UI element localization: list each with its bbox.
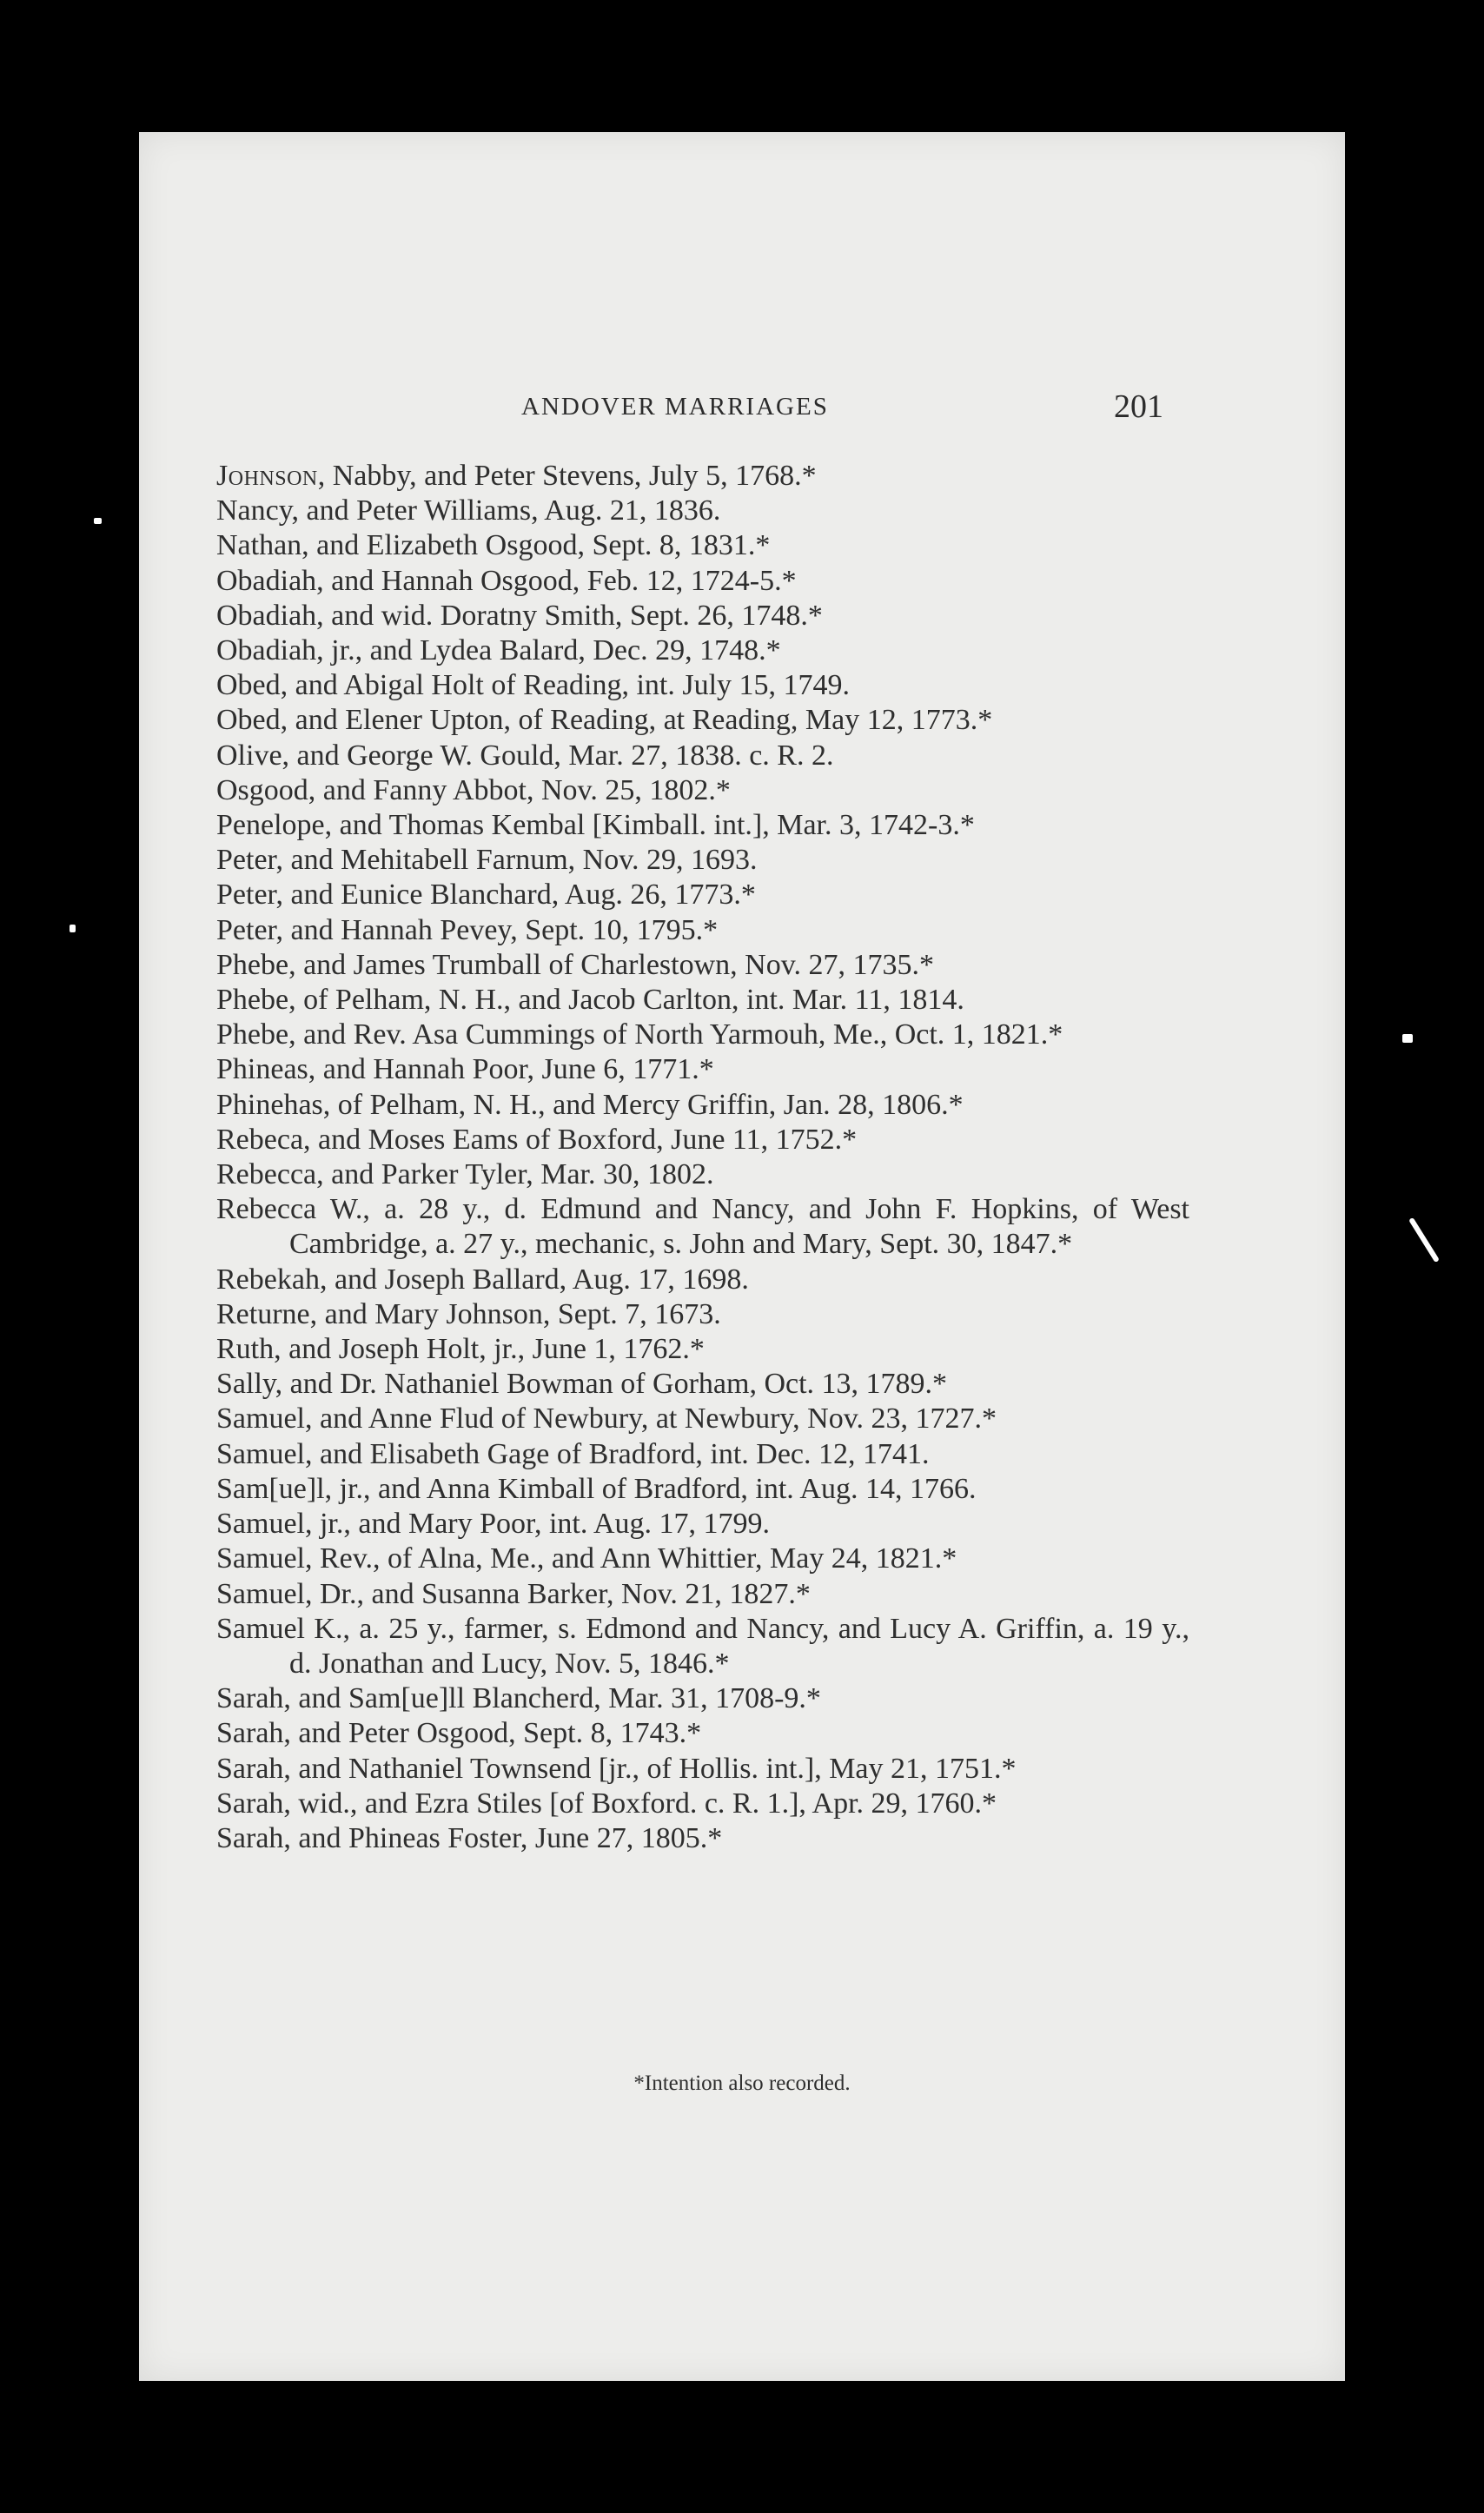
book-page — [139, 132, 1345, 2381]
marriage-entry: Sarah, and Nathaniel Townsend [jr., of Hollis. int.], May 21, 1751.* — [216, 1752, 1017, 1785]
scan-speck — [1402, 1034, 1413, 1043]
marriage-entry: Sarah, and Peter Osgood, Sept. 8, 1743.* — [216, 1717, 702, 1750]
marriage-entry: Obadiah, and Hannah Osgood, Feb. 12, 1724-5.* — [216, 564, 797, 597]
scan-speck — [1408, 1217, 1440, 1263]
marriage-entry: Sarah, wid., and Ezra Stiles [of Boxford. c. R. 1.], Apr. 29, 1760.* — [216, 1787, 997, 1820]
marriage-entry: Ruth, and Joseph Holt, jr., June 1, 1762.* — [216, 1333, 705, 1366]
scan-speck — [70, 925, 76, 932]
page-header — [139, 388, 1345, 436]
marriage-entry: Samuel, Rev., of Alna, Me., and Ann Whittier, May 24, 1821.* — [216, 1542, 957, 1575]
entry-text: , Nabby, and Peter Stevens, July 5, 1768.* — [317, 460, 817, 492]
marriage-entry: Returne, and Mary Johnson, Sept. 7, 1673. — [216, 1297, 721, 1330]
marriage-entry: Phineas, and Hannah Poor, June 6, 1771.* — [216, 1053, 714, 1086]
marriage-entry: Peter, and Hannah Pevey, Sept. 10, 1795.* — [216, 913, 719, 946]
marriage-entry: Obed, and Elener Upton, of Reading, at Reading, May 12, 1773.* — [216, 704, 993, 737]
marriage-entry: Rebecca W., a. 28 y., d. Edmund and Nancy, and John F. Hopkins, of West Cambridge, a. 27 y., mechanic, s. John and Mary, Sept. 30, 1847.* — [216, 1193, 1189, 1261]
marriage-entry: Osgood, and Fanny Abbot, Nov. 25, 1802.* — [216, 773, 731, 806]
marriage-entry: Rebecca, and Parker Tyler, Mar. 30, 1802. — [216, 1158, 714, 1191]
marriage-entry: Penelope, and Thomas Kembal [Kimball. int.], Mar. 3, 1742-3.* — [216, 809, 975, 842]
marriage-entry: Phebe, of Pelham, N. H., and Jacob Carlton, int. Mar. 11, 1814. — [216, 984, 964, 1017]
marriage-entry: Phinehas, of Pelham, N. H., and Mercy Griffin, Jan. 28, 1806.* — [216, 1088, 964, 1121]
running-title: ANDOVER MARRIAGES — [521, 393, 829, 421]
marriage-entry: Sam[ue]l, jr., and Anna Kimball of Bradford, int. Aug. 14, 1766. — [216, 1472, 977, 1505]
marriage-entry: Phebe, and Rev. Asa Cummings of North Yarmouh, Me., Oct. 1, 1821.* — [216, 1018, 1063, 1051]
marriage-entry: Sally, and Dr. Nathaniel Bowman of Gorham, Oct. 13, 1789.* — [216, 1368, 948, 1401]
marriage-entry: Sarah, and Sam[ue]ll Blancherd, Mar. 31, 1708-9.* — [216, 1682, 821, 1715]
marriage-entry: Samuel, and Anne Flud of Newbury, at Newbury, Nov. 23, 1727.* — [216, 1402, 997, 1436]
marriage-entry — [216, 459, 1189, 494]
marriage-entry: Samuel, jr., and Mary Poor, int. Aug. 17, 1799. — [216, 1508, 771, 1541]
footnote: *Intention also recorded. — [633, 2072, 851, 2095]
marriage-entry: Rebeca, and Moses Eams of Boxford, June 11, 1752.* — [216, 1123, 858, 1156]
surname-heading: Johnson — [216, 460, 318, 492]
marriage-entry: Samuel K., a. 25 y., farmer, s. Edmond and Nancy, and Lucy A. Griffin, a. 19 y., d. Jonathan and Lucy, Nov. 5, 1846.* — [216, 1612, 1189, 1680]
marriage-entry: Obadiah, and wid. Doratny Smith, Sept. 26, 1748.* — [216, 599, 823, 632]
marriage-entry: Obed, and Abigal Holt of Reading, int. July 15, 1749. — [216, 669, 851, 702]
marriage-entries-list — [216, 459, 1189, 1856]
page-number: 201 — [1114, 388, 1163, 425]
marriage-entry: Nancy, and Peter Williams, Aug. 21, 1836. — [216, 494, 721, 527]
scan-speck — [94, 518, 102, 524]
marriage-entry: Samuel, and Elisabeth Gage of Bradford, int. Dec. 12, 1741. — [216, 1437, 930, 1470]
marriage-entry: Peter, and Mehitabell Farnum, Nov. 29, 1693. — [216, 844, 758, 877]
marriage-entry: Obadiah, jr., and Lydea Balard, Dec. 29, 1748.* — [216, 634, 781, 667]
marriage-entry: Olive, and George W. Gould, Mar. 27, 1838. c. R. 2. — [216, 739, 834, 772]
marriage-entry: Sarah, and Phineas Foster, June 27, 1805.* — [216, 1821, 723, 1854]
marriage-entry: Nathan, and Elizabeth Osgood, Sept. 8, 1831.* — [216, 529, 771, 562]
marriage-entry: Samuel, Dr., and Susanna Barker, Nov. 21, 1827.* — [216, 1577, 811, 1610]
marriage-entry: Phebe, and James Trumball of Charlestown, Nov. 27, 1735.* — [216, 948, 935, 981]
marriage-entry: Rebekah, and Joseph Ballard, Aug. 17, 1698. — [216, 1263, 749, 1296]
marriage-entry: Peter, and Eunice Blanchard, Aug. 26, 1773.* — [216, 879, 756, 912]
